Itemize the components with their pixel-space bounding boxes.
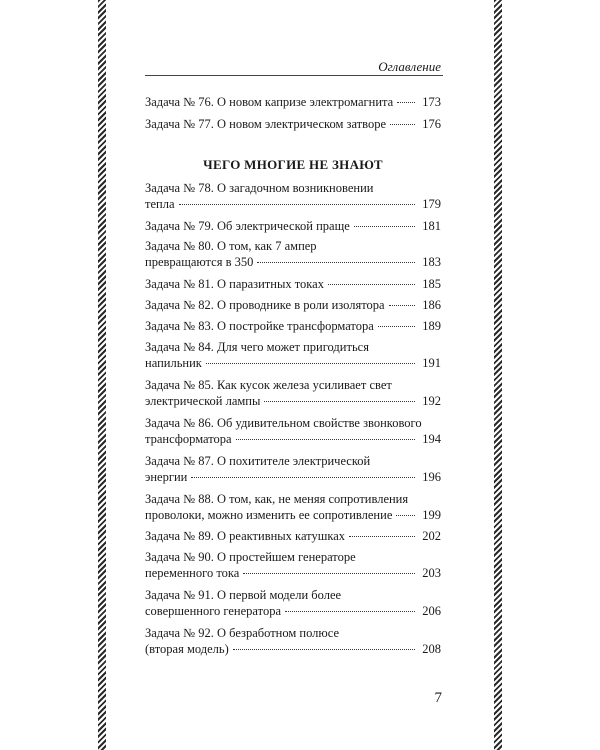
toc-entry[interactable] xyxy=(145,238,441,270)
running-header: Оглавление xyxy=(378,59,441,74)
toc-entry-title-line2: электрической лампы xyxy=(145,394,261,408)
toc-entry-title-line2: переменного тока xyxy=(145,566,240,580)
toc-entry-page: 191 xyxy=(422,356,441,370)
toc-entry-title: Задача № 82. О проводнике в роли изолятора xyxy=(145,298,385,312)
toc-entry-title-line2: тепла xyxy=(145,197,175,211)
dot-leader xyxy=(257,262,415,263)
toc-entry-page: 199 xyxy=(422,508,441,522)
toc-entry-page: 176 xyxy=(422,117,441,131)
toc-entry-page: 202 xyxy=(422,529,441,543)
toc-entry-title-line1: Задача № 90. О простейшем генераторе xyxy=(145,550,356,564)
dot-leader xyxy=(264,401,415,402)
toc-entry-page: 203 xyxy=(422,566,441,580)
toc-entry[interactable] xyxy=(145,339,441,371)
toc-entry-title-line2: напильник xyxy=(145,356,202,370)
toc-entry-title-line1: Задача № 85. Как кусок железа усиливает свет xyxy=(145,378,392,392)
dot-leader xyxy=(397,102,415,103)
toc-entry[interactable] xyxy=(145,377,441,409)
dot-leader xyxy=(349,536,415,537)
toc-entry[interactable] xyxy=(145,116,441,132)
toc-entry-page: 196 xyxy=(422,470,441,484)
toc-entry-title-line1: Задача № 88. О том, как, не меняя сопротивления xyxy=(145,492,409,506)
decorative-border-left xyxy=(98,0,106,750)
toc-entry[interactable] xyxy=(145,453,441,485)
toc-entry[interactable] xyxy=(145,625,441,657)
toc-entry-title: Задача № 76. О новом капризе электромагнита xyxy=(145,95,394,109)
toc-entry-title: Задача № 79. Об электрической праще xyxy=(145,219,350,233)
toc-entry[interactable] xyxy=(145,528,441,544)
toc-entry[interactable] xyxy=(145,180,441,212)
dot-leader xyxy=(389,305,415,306)
toc-entry-page: 179 xyxy=(422,197,441,211)
dot-leader xyxy=(396,515,415,516)
toc-entry-page: 194 xyxy=(422,432,441,446)
toc-entry-page: 183 xyxy=(422,255,441,269)
page-number: 7 xyxy=(434,690,442,706)
table-of-contents xyxy=(145,0,441,750)
toc-entry-title-line2: (вторая модель) xyxy=(145,642,229,656)
dot-leader xyxy=(191,477,415,478)
dot-leader xyxy=(243,573,415,574)
toc-entry[interactable] xyxy=(145,491,441,523)
dot-leader xyxy=(354,226,415,227)
dot-leader xyxy=(285,611,415,612)
toc-entry-title-line2: трансформатора xyxy=(145,432,232,446)
toc-entry-page: 181 xyxy=(422,219,441,233)
section-title: ЧЕГО МНОГИЕ НЕ ЗНАЮТ xyxy=(203,157,383,172)
toc-entry-title-line2: энергии xyxy=(145,470,188,484)
toc-entry[interactable] xyxy=(145,297,441,313)
dot-leader xyxy=(328,284,415,285)
toc-entry-page: 208 xyxy=(422,642,441,656)
toc-entry-page: 206 xyxy=(422,604,441,618)
dot-leader xyxy=(233,649,415,650)
toc-entry-title-line1: Задача № 84. Для чего может пригодиться xyxy=(145,340,369,354)
toc-entry[interactable] xyxy=(145,218,441,234)
toc-entry-title-line2: превращаются в 350 xyxy=(145,255,254,269)
toc-entry-page: 192 xyxy=(422,394,441,408)
toc-entry[interactable] xyxy=(145,549,441,581)
toc-entry-title-line1: Задача № 80. О том, как 7 ампер xyxy=(145,239,317,253)
toc-entry-title: Задача № 81. О паразитных токах xyxy=(145,277,324,291)
dot-leader xyxy=(390,124,415,125)
toc-entry-title-line1: Задача № 91. О первой модели более xyxy=(145,588,342,602)
toc-entry-title: Задача № 89. О реактивных катушках xyxy=(145,529,346,543)
toc-entry-page: 173 xyxy=(422,95,441,109)
toc-entry-page: 189 xyxy=(422,319,441,333)
toc-entry-title-line1: Задача № 87. О похитителе электрической xyxy=(145,454,371,468)
decorative-border-right xyxy=(494,0,502,750)
toc-entry-title-line1: Задача № 78. О загадочном возникновении xyxy=(145,181,374,195)
toc-entry[interactable] xyxy=(145,415,441,447)
toc-entry-page: 185 xyxy=(422,277,441,291)
toc-entry-title-line1: Задача № 92. О безработном полюсе xyxy=(145,626,340,640)
toc-entry-page: 186 xyxy=(422,298,441,312)
toc-entry-title: Задача № 83. О постройке трансформатора xyxy=(145,319,374,333)
toc-entry-title-line2: проволоки, можно изменить ее сопротивление xyxy=(145,508,393,522)
toc-entry[interactable] xyxy=(145,276,441,292)
dot-leader xyxy=(179,204,416,205)
dot-leader xyxy=(378,326,415,327)
toc-entry[interactable] xyxy=(145,94,441,110)
toc-entry[interactable] xyxy=(145,587,441,619)
toc-entry-title-line1: Задача № 86. Об удивительном свойстве звонкового xyxy=(145,416,422,430)
toc-entry-title-line2: совершенного генератора xyxy=(145,604,281,618)
dot-leader xyxy=(206,363,415,364)
toc-entry[interactable] xyxy=(145,318,441,334)
toc-entry-title: Задача № 77. О новом электрическом затворе xyxy=(145,117,386,131)
dot-leader xyxy=(236,439,415,440)
